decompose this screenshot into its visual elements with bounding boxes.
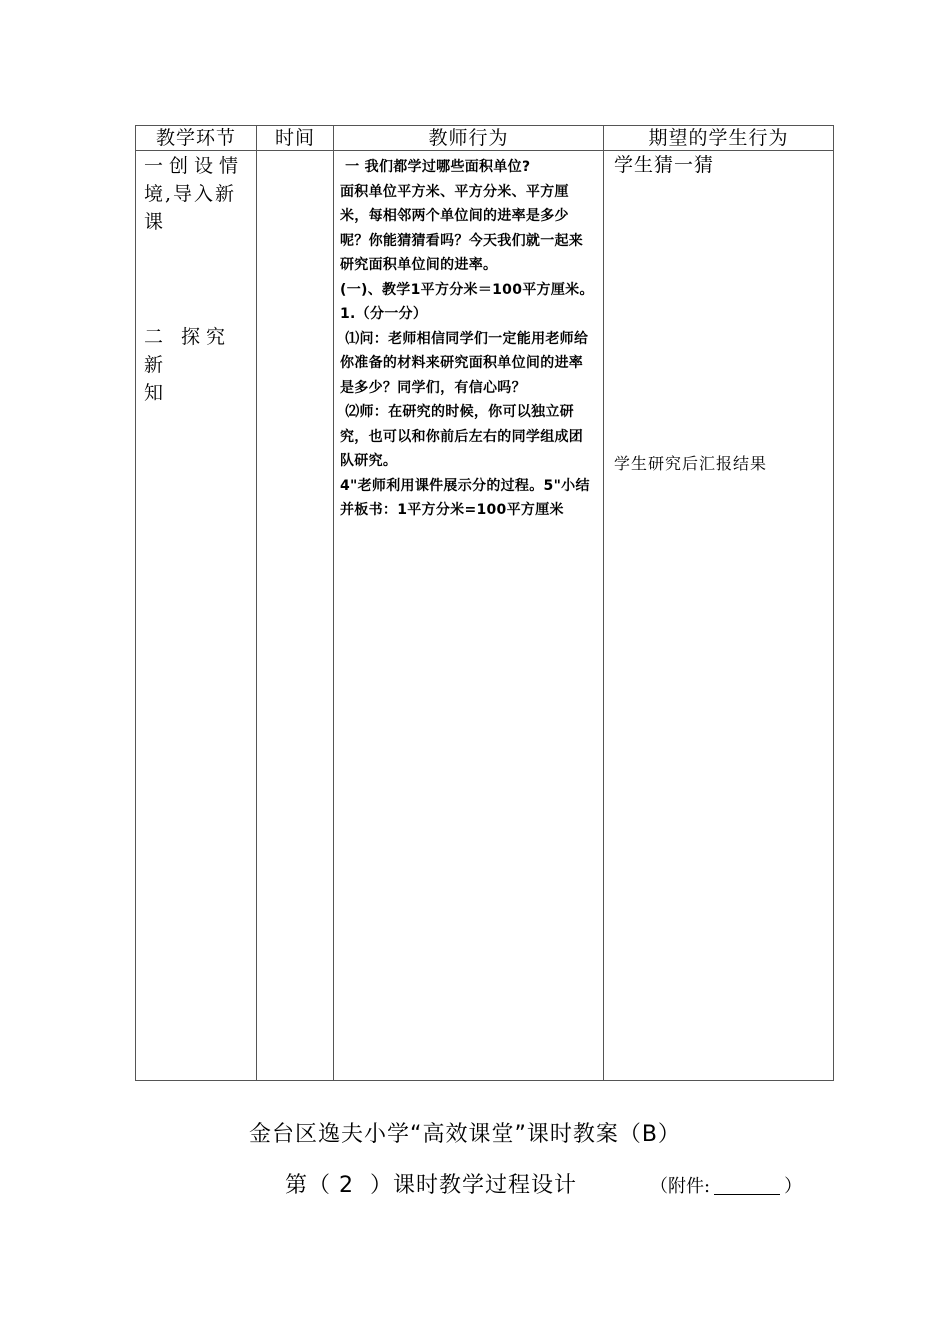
student-line-1: 学生猜一猜: [614, 154, 715, 176]
stage2-line2: 知: [144, 382, 170, 404]
teacher-line-3: (一)、教学1平方分米＝100平方厘米。1.（分一分）: [340, 281, 594, 322]
document-subtitle: 第（ 2 ）课时教学过程设计: [285, 1173, 577, 1198]
lesson-table: [135, 125, 833, 1081]
student-cell: [604, 151, 834, 1081]
attachment-field: [650, 1172, 802, 1198]
attachment-blank[interactable]: [714, 1176, 780, 1195]
content-row: [136, 151, 834, 1081]
document-title: 金台区逸夫小学“高效课堂”课时教案（B）: [249, 1122, 681, 1147]
stage2-line1: 二 探究新: [144, 326, 232, 376]
header-teacher: 教师行为: [334, 126, 604, 151]
stage1-line3: 课: [144, 211, 170, 233]
header-student: 期望的学生行为: [604, 126, 834, 151]
teacher-line-4: ⑴问：老师相信同学们一定能用老师给你准备的材料来研究面积单位间的进率是多少？同学们，有信心吗？: [340, 330, 589, 396]
header-stage: 教学环节: [136, 126, 257, 151]
stage1-line1: 一创设情: [144, 155, 245, 177]
stage-cell: [136, 151, 257, 1081]
stage1-line2: 境,导入新: [144, 183, 237, 205]
header-time: 时间: [257, 126, 334, 151]
header-row: [136, 126, 834, 151]
teacher-cell: [334, 151, 604, 1081]
teacher-line-2: 面积单位平方米、平方分米、平方厘米，每相邻两个单位间的进率是多少呢？你能猜猜看吗？今天我们就一起来研究面积单位间的进率。: [340, 183, 584, 273]
teacher-line-5: ⑵师：在研究的时候，你可以独立研究，也可以和你前后左右的同学组成团队研究。: [340, 404, 584, 469]
attachment-close: ）: [784, 1176, 803, 1197]
attachment-label: （附件:: [650, 1176, 711, 1197]
stage2: [144, 323, 256, 407]
teacher-line-1: 一 我们都学过哪些面积单位?: [340, 159, 531, 175]
time-cell: [257, 151, 334, 1081]
teacher-line-6: 4"老师利用课件展示分的过程。5"小结并板书：1平方分米=100平方厘米: [340, 477, 590, 518]
student-line-2: 学生研究后汇报结果: [614, 454, 768, 473]
lesson-table-grid: [135, 125, 834, 1081]
